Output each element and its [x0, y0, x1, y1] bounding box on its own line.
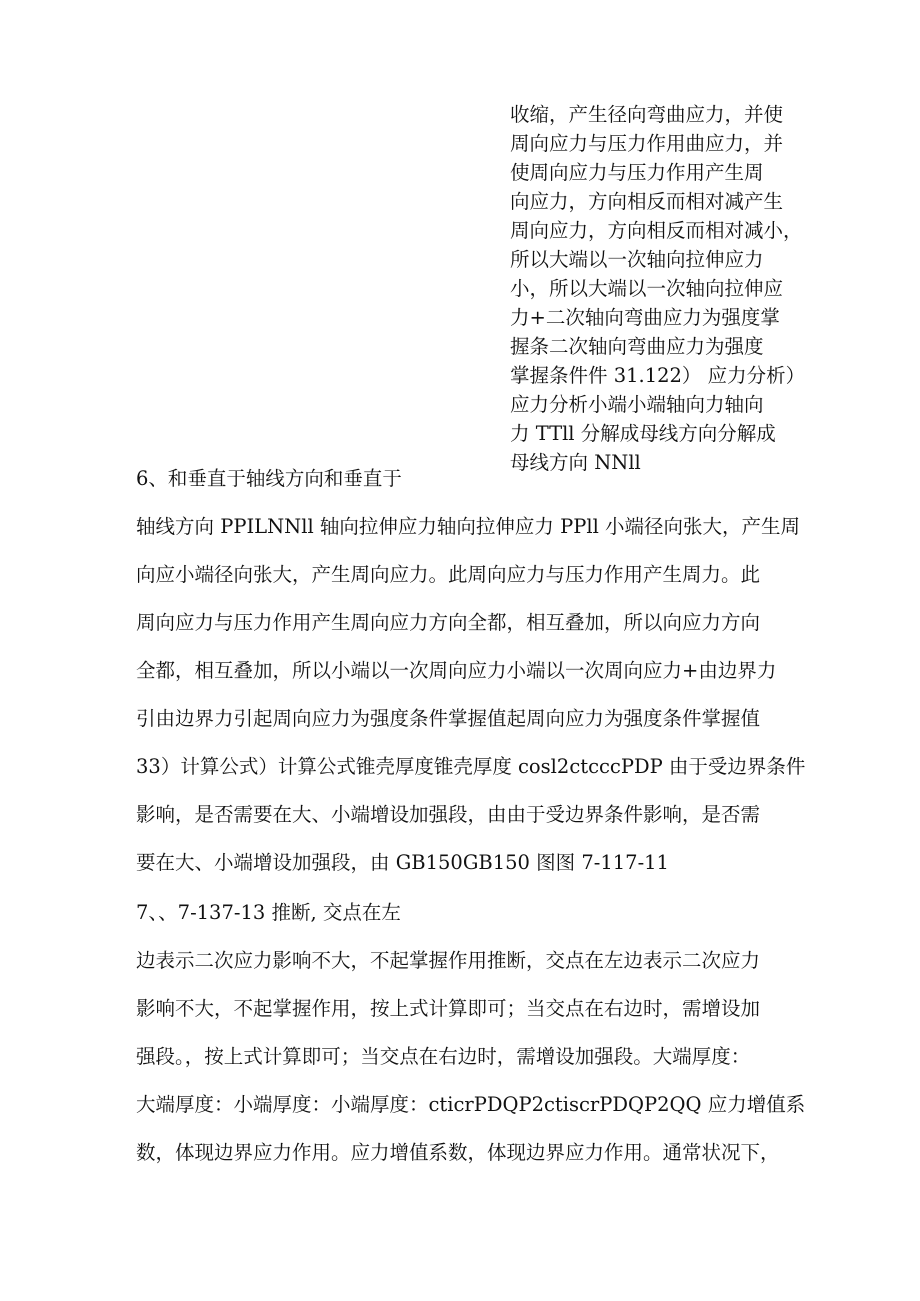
text-line: 力 TTll 分解成母线方向分解成	[510, 422, 776, 445]
paragraph-heading: 6、和垂直于轴线方向和垂直于	[136, 467, 402, 490]
text-line: 引由边界力引起周向应力为强度条件掌握值起周向应力为强度条件掌握值	[136, 707, 761, 730]
text-line: 强段。，按上式计算即可；当交点在右边时，需增设加强段。大端厚度：	[136, 1045, 751, 1068]
paragraph-heading: 7、、7-137-13 推断, 交点在左	[136, 901, 401, 924]
text-line: 所以大端以一次轴向拉伸应力	[510, 248, 764, 271]
text-line: 33）计算公式）计算公式锥壳厚度锥壳厚度 cosl2ctcccPDP 由于受边界条件	[136, 755, 806, 778]
text-line: 影响不大，不起掌握作用，按上式计算即可；当交点在右边时，需增设加	[136, 997, 761, 1020]
text-line: 周向应力与压力作用曲应力，并	[510, 132, 784, 155]
text-line: 应力分析小端小端轴向力轴向	[510, 393, 764, 416]
text-line: 周向应力，方向相反而相对减小，	[510, 219, 803, 242]
text-line: 周向应力与压力作用产生周向应力方向全都，相互叠加，所以向应力方向	[136, 611, 761, 634]
text-line: 掌握条件件 31.122） 应力分析）	[510, 364, 806, 387]
text-line: 向应小端径向张大，产生周向应力。此周向应力与压力作用产生周力。此	[136, 563, 761, 586]
text-line: 要在大、小端增设加强段，由 GB150GB150 图图 7-117-11	[136, 851, 669, 874]
text-line: 影响，是否需要在大、小端增设加强段，由由于受边界条件影响，是否需	[136, 803, 761, 826]
text-line: 全都，相互叠加，所以小端以一次周向应力小端以一次周向应力+由边界力	[136, 659, 777, 682]
text-line: 握条二次轴向弯曲应力为强度	[510, 335, 764, 358]
text-line: 边表示二次应力影响不大，不起掌握作用推断，交点在左边表示二次应力	[136, 949, 761, 972]
text-line: 向应力，方向相反而相对减产生	[510, 190, 784, 213]
text-line: 大端厚度：小端厚度：小端厚度：cticrPDQP2ctiscrPDQP2QQ 应力增值系	[136, 1093, 806, 1116]
text-line: 母线方向 NNll	[510, 451, 641, 474]
text-line: 小，所以大端以一次轴向拉伸应	[510, 277, 784, 300]
text-line: 轴线方向 PPILNNll 轴向拉伸应力轴向拉伸应力 PPll 小端径向张大，产生周	[136, 515, 801, 538]
text-line: 收缩，产生径向弯曲应力，并使	[510, 103, 784, 126]
text-line: 使周向应力与压力作用产生周	[510, 161, 764, 184]
text-line: 数，体现边界应力作用。应力增值系数，体现边界应力作用。通常状况下，	[136, 1141, 780, 1164]
text-line: 力+二次轴向弯曲应力为强度掌	[510, 306, 780, 329]
